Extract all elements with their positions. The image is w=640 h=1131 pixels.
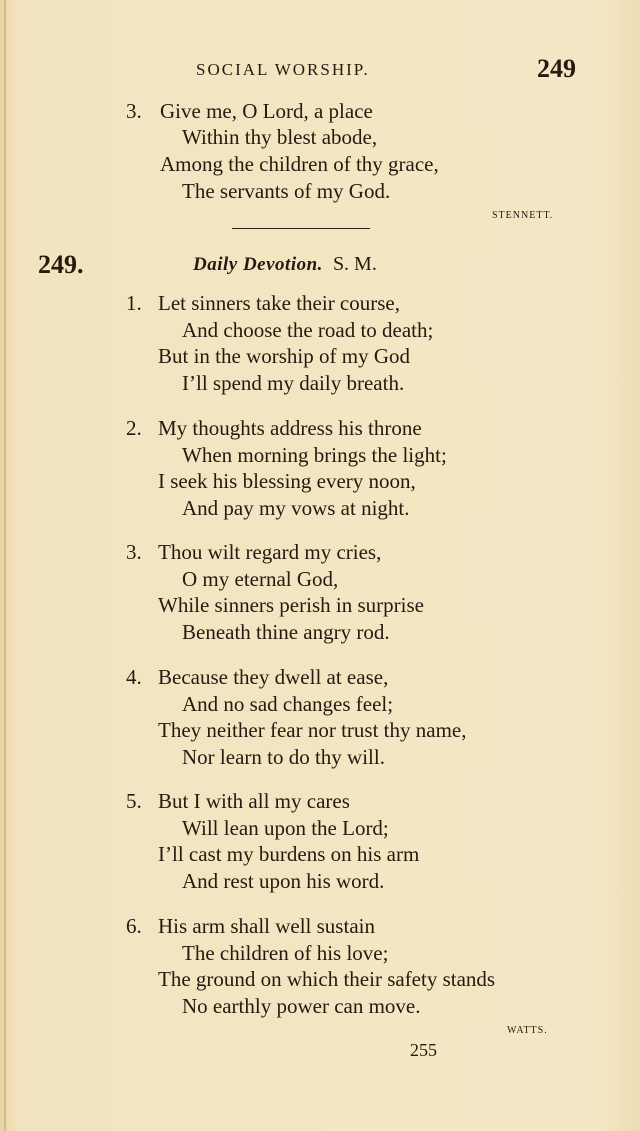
hymn-heading — [193, 253, 377, 276]
verse-line: I’ll spend my daily breath. — [182, 371, 405, 395]
verse-line: His arm shall well sustain — [158, 914, 375, 938]
verse-line: The children of his love; — [182, 941, 389, 965]
verse-line: O my eternal God, — [182, 567, 339, 591]
verse-line: Beneath thine angry rod. — [182, 620, 390, 644]
verse-line: The servants of my God. — [182, 179, 391, 203]
verse-line: Will lean upon the Lord; — [182, 816, 389, 840]
verse-line: But in the worship of my God — [158, 344, 410, 368]
page-spine-shadow — [4, 0, 6, 1131]
verse-line: Thou wilt regard my cries, — [158, 540, 382, 564]
hymn-number: 249. — [38, 250, 84, 279]
verse-line: And pay my vows at night. — [182, 496, 410, 520]
verse-number: 3. — [126, 540, 142, 564]
verse-line: While sinners perish in surprise — [158, 593, 424, 617]
verse-line: They neither fear nor trust thy name, — [158, 718, 467, 742]
verse-line: Because they dwell at ease, — [158, 665, 389, 689]
verse-number: 4. — [126, 665, 142, 689]
verse-line: Let sinners take their course, — [158, 291, 400, 315]
page-number: 249 — [537, 54, 576, 83]
verse-line: Among the children of thy grace, — [160, 152, 439, 176]
verse-line: And choose the road to death; — [182, 318, 434, 342]
verse-line: Within thy blest abode, — [182, 125, 378, 149]
prev-hymn-attribution: STENNETT. — [492, 210, 554, 221]
hymn-meter: S. M. — [332, 253, 377, 275]
verse-line: Give me, O Lord, a place — [160, 99, 373, 123]
running-title: SOCIAL WORSHIP. — [196, 60, 370, 79]
verse-line: And no sad changes feel; — [182, 692, 394, 716]
verse-number: 6. — [126, 914, 142, 938]
verse-line: And rest upon his word. — [182, 869, 385, 893]
hymn-attribution: WATTS. — [507, 1025, 548, 1036]
folio-number: 255 — [410, 1040, 437, 1060]
verse-line: Nor learn to do thy will. — [182, 745, 385, 769]
verse-number: 5. — [126, 789, 142, 813]
verse-number: 3. — [126, 99, 142, 123]
verse-line: I seek his blessing every noon, — [158, 469, 416, 493]
running-head — [0, 56, 640, 86]
verse-line: My thoughts address his throne — [158, 416, 422, 440]
verse-line: No earthly power can move. — [182, 994, 421, 1018]
verse-number: 2. — [126, 416, 142, 440]
verse-line: The ground on which their safety stands — [158, 967, 496, 991]
verse-line: I’ll cast my burdens on his arm — [158, 842, 420, 866]
hymn-divider-rule — [232, 228, 370, 229]
verse-line: When morning brings the light; — [182, 443, 447, 467]
hymn-title: Daily Devotion. — [193, 254, 323, 275]
verse-line: But I with all my cares — [158, 789, 350, 813]
verse-number: 1. — [126, 291, 142, 315]
